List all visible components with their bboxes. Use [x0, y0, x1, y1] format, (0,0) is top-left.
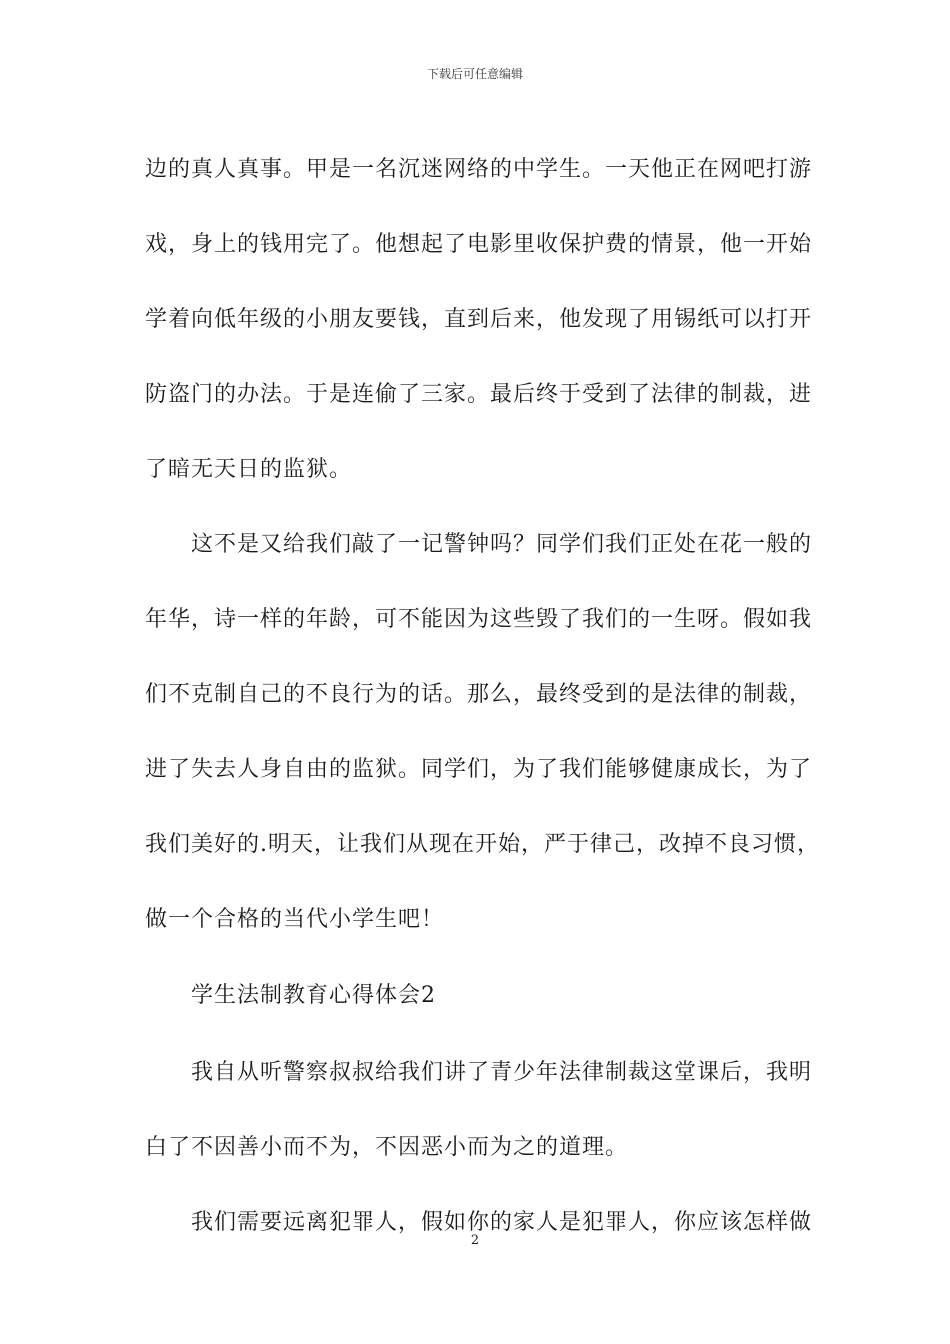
page-number: 2: [470, 1233, 480, 1248]
text-line-14: 白了不因善小而不为，不因恶小而为之的道理。: [145, 1135, 629, 1160]
text-line-5: 了暗无天日的监狱。: [145, 457, 353, 482]
text-line-1: 边的真人真事。甲是一名沉迷网络的中学生。一天他正在网吧打游: [145, 157, 813, 182]
text-line-9: 进了失去人身自由的监狱。同学们，为了我们能够健康成长，为了: [145, 757, 813, 782]
text-line-11: 做一个合格的当代小学生吧！: [145, 907, 445, 932]
text-line-8: 们不克制自己的不良行为的话。那么，最终受到的是法律的制裁，: [145, 682, 813, 707]
text-line-13: 我自从听警察叔叔给我们讲了青少年法律制裁这堂课后，我明: [191, 1060, 813, 1085]
document-body: [145, 132, 820, 1260]
text-line-15: 我们需要远离犯罪人，假如你的家人是犯罪人，你应该怎样做: [191, 1210, 813, 1235]
text-line-4: 防盗门的办法。于是连偷了三家。最后终于受到了法律的制裁，进: [145, 382, 813, 407]
section-heading: 学生法制教育心得体会2: [191, 983, 436, 1008]
text-line-2: 戏，身上的钱用完了。他想起了电影里收保护费的情景，他一开始: [145, 232, 813, 257]
text-line-3: 学着向低年级的小朋友要钱，直到后来，他发现了用锡纸可以打开: [145, 307, 813, 332]
page-header: 下载后可任意编辑: [426, 67, 523, 81]
text-line-10: 我们美好的.明天，让我们从现在开始，严于律己，改掉不良习惯，: [145, 832, 820, 857]
text-line-6: 这不是又给我们敲了一记警钟吗？同学们我们正处在花一般的: [191, 532, 813, 557]
text-line-7: 年华，诗一样的年龄，可不能因为这些毁了我们的一生呀。假如我: [145, 607, 813, 632]
